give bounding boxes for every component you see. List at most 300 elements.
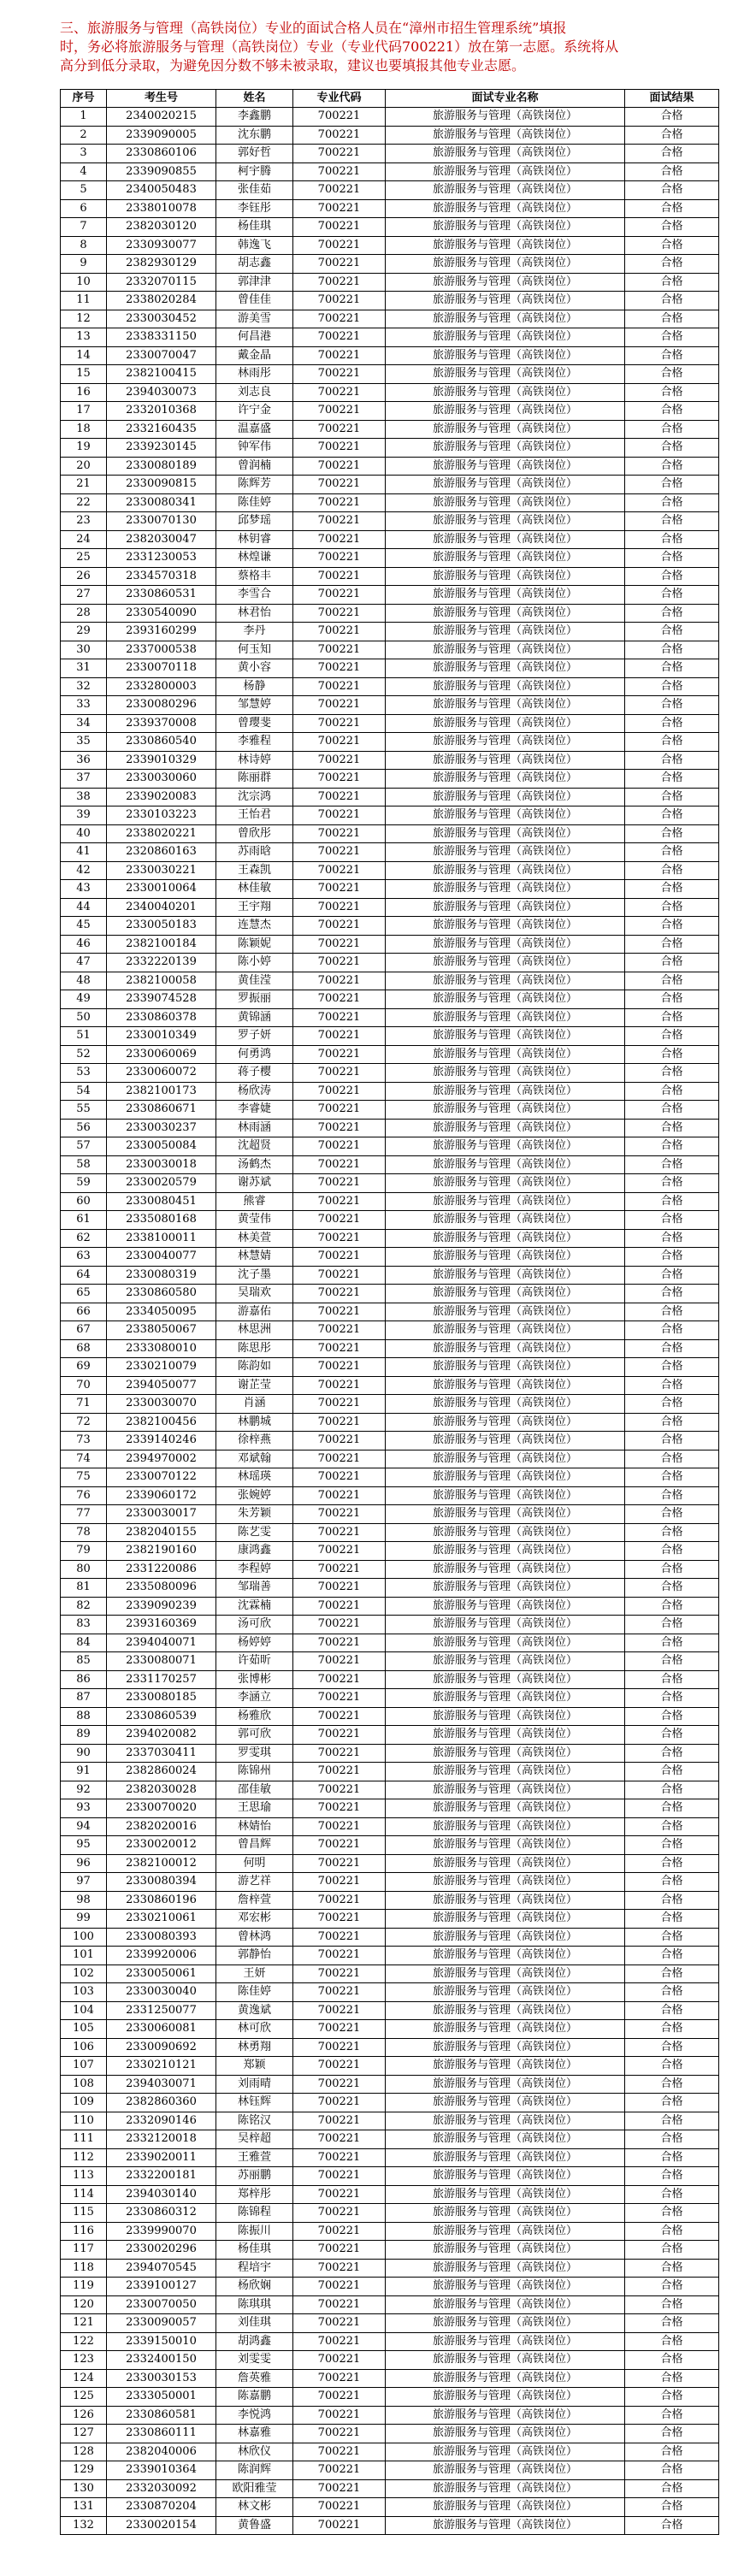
table-row — [61, 1616, 719, 1634]
table-row — [61, 2314, 719, 2333]
cell-result: 合格 — [625, 1082, 719, 1101]
cell-result: 合格 — [625, 861, 719, 880]
cell-exam-number: 2331220086 — [107, 1560, 216, 1579]
cell-index: 8 — [61, 236, 107, 255]
cell-major-code: 700221 — [293, 677, 386, 696]
table-row — [61, 2351, 719, 2370]
cell-index: 119 — [61, 2278, 107, 2296]
cell-name: 林煌谦 — [216, 549, 293, 568]
cell-name: 李钰彤 — [216, 199, 293, 218]
cell-exam-number: 2330040077 — [107, 1248, 216, 1267]
cell-name: 郭津津 — [216, 273, 293, 292]
cell-major-name: 旅游服务与管理（高铁岗位） — [386, 2148, 625, 2167]
table-row — [61, 218, 719, 237]
cell-major-code: 700221 — [293, 1910, 386, 1929]
cell-result: 合格 — [625, 641, 719, 659]
cell-name: 何明 — [216, 1854, 293, 1873]
cell-major-code: 700221 — [293, 402, 386, 421]
cell-major-code: 700221 — [293, 236, 386, 255]
cell-result: 合格 — [625, 1266, 719, 1285]
cell-major-code: 700221 — [293, 1523, 386, 1542]
cell-major-name: 旅游服务与管理（高铁岗位） — [386, 1008, 625, 1027]
cell-name: 曾润楠 — [216, 457, 293, 476]
cell-major-code: 700221 — [293, 641, 386, 659]
cell-major-code: 700221 — [293, 1376, 386, 1395]
table-row — [61, 1964, 719, 1983]
cell-major-name: 旅游服务与管理（高铁岗位） — [386, 1174, 625, 1193]
cell-exam-number: 2340040201 — [107, 898, 216, 917]
cell-major-name: 旅游服务与管理（高铁岗位） — [386, 512, 625, 531]
cell-index: 123 — [61, 2351, 107, 2370]
cell-index: 24 — [61, 530, 107, 549]
cell-major-name: 旅游服务与管理（高铁岗位） — [386, 1101, 625, 1120]
notice-line: 三、旅游服务与管理（高铁岗位）专业的面试合格人员在“漳州市招生管理系统”填报 — [60, 20, 567, 36]
cell-major-code: 700221 — [293, 1137, 386, 1156]
cell-result: 合格 — [625, 2094, 719, 2112]
cell-name: 林雨彤 — [216, 365, 293, 384]
cell-major-code: 700221 — [293, 292, 386, 310]
cell-major-name: 旅游服务与管理（高铁岗位） — [386, 586, 625, 605]
table-row — [61, 1266, 719, 1285]
cell-index: 103 — [61, 1983, 107, 2002]
cell-result: 合格 — [625, 2443, 719, 2461]
cell-major-code: 700221 — [293, 2498, 386, 2517]
cell-result: 合格 — [625, 162, 719, 181]
table-row — [61, 2443, 719, 2461]
cell-name: 钟军伟 — [216, 439, 293, 458]
cell-exam-number: 2339060172 — [107, 1486, 216, 1505]
cell-major-code: 700221 — [293, 1027, 386, 1046]
cell-index: 86 — [61, 1670, 107, 1689]
cell-name: 吴瑞欢 — [216, 1285, 293, 1303]
table-row — [61, 1321, 719, 1340]
cell-major-name: 旅游服务与管理（高铁岗位） — [386, 1192, 625, 1211]
table-row — [61, 1008, 719, 1027]
cell-major-name: 旅游服务与管理（高铁岗位） — [386, 1266, 625, 1285]
cell-major-name: 旅游服务与管理（高铁岗位） — [386, 1413, 625, 1432]
cell-major-code: 700221 — [293, 1339, 386, 1358]
cell-major-code: 700221 — [293, 843, 386, 862]
cell-name: 徐梓燕 — [216, 1432, 293, 1450]
cell-index: 55 — [61, 1101, 107, 1120]
cell-result: 合格 — [625, 218, 719, 237]
cell-name: 陈丽群 — [216, 770, 293, 789]
cell-major-name: 旅游服务与管理（高铁岗位） — [386, 2075, 625, 2094]
cell-major-name: 旅游服务与管理（高铁岗位） — [386, 292, 625, 310]
cell-result: 合格 — [625, 1358, 719, 1377]
cell-major-name: 旅游服务与管理（高铁岗位） — [386, 1836, 625, 1855]
cell-result: 合格 — [625, 1597, 719, 1616]
cell-name: 邵佳敏 — [216, 1781, 293, 1799]
cell-index: 110 — [61, 2112, 107, 2130]
cell-exam-number: 2330080341 — [107, 493, 216, 512]
cell-major-code: 700221 — [293, 1799, 386, 1818]
cell-name: 柯宇腾 — [216, 162, 293, 181]
cell-major-code: 700221 — [293, 586, 386, 605]
table-row — [61, 677, 719, 696]
cell-index: 88 — [61, 1707, 107, 1726]
cell-result: 合格 — [625, 2222, 719, 2241]
cell-index: 109 — [61, 2094, 107, 2112]
cell-exam-number: 2340050483 — [107, 181, 216, 200]
cell-major-code: 700221 — [293, 255, 386, 274]
table-row — [61, 1395, 719, 1414]
cell-exam-number: 2337000538 — [107, 641, 216, 659]
cell-exam-number: 2330060081 — [107, 2020, 216, 2039]
table-row — [61, 493, 719, 512]
table-row — [61, 1652, 719, 1671]
cell-name: 杨佳琪 — [216, 2241, 293, 2260]
cell-name: 曾佳佳 — [216, 292, 293, 310]
cell-result: 合格 — [625, 1873, 719, 1892]
cell-major-name: 旅游服务与管理（高铁岗位） — [386, 1119, 625, 1137]
cell-major-name: 旅游服务与管理（高铁岗位） — [386, 1486, 625, 1505]
cell-major-name: 旅游服务与管理（高铁岗位） — [386, 145, 625, 163]
table-row — [61, 2038, 719, 2057]
cell-result: 合格 — [625, 843, 719, 862]
cell-result: 合格 — [625, 2406, 719, 2425]
cell-result: 合格 — [625, 145, 719, 163]
cell-index: 106 — [61, 2038, 107, 2057]
cell-name: 王宇翔 — [216, 898, 293, 917]
notice-line: 时，务必将旅游服务与管理（高铁岗位）专业（专业代码700221）放在第一志愿。系统将从 — [60, 38, 619, 55]
cell-result: 合格 — [625, 1910, 719, 1929]
cell-index: 60 — [61, 1192, 107, 1211]
cell-result: 合格 — [625, 1008, 719, 1027]
cell-index: 28 — [61, 604, 107, 623]
cell-exam-number: 2382100058 — [107, 972, 216, 990]
cell-major-name: 旅游服务与管理（高铁岗位） — [386, 1027, 625, 1046]
cell-index: 124 — [61, 2369, 107, 2388]
cell-major-code: 700221 — [293, 623, 386, 641]
cell-index: 46 — [61, 935, 107, 954]
cell-major-code: 700221 — [293, 954, 386, 972]
cell-major-name: 旅游服务与管理（高铁岗位） — [386, 1211, 625, 1230]
table-row — [61, 751, 719, 770]
cell-result: 合格 — [625, 1836, 719, 1855]
cell-index: 116 — [61, 2222, 107, 2241]
cell-result: 合格 — [625, 567, 719, 586]
cell-result: 合格 — [625, 2057, 719, 2076]
cell-result: 合格 — [625, 1983, 719, 2002]
cell-major-code: 700221 — [293, 2038, 386, 2057]
cell-major-code: 700221 — [293, 1836, 386, 1855]
table-row — [61, 1891, 719, 1910]
cell-index: 36 — [61, 751, 107, 770]
cell-index: 16 — [61, 383, 107, 402]
cell-exam-number: 2335080096 — [107, 1579, 216, 1598]
table-row — [61, 549, 719, 568]
cell-index: 20 — [61, 457, 107, 476]
cell-exam-number: 2332220139 — [107, 954, 216, 972]
cell-index: 85 — [61, 1652, 107, 1671]
cell-result: 合格 — [625, 365, 719, 384]
cell-result: 合格 — [625, 2075, 719, 2094]
table-row — [61, 1027, 719, 1046]
cell-major-code: 700221 — [293, 530, 386, 549]
cell-name: 李悦鸿 — [216, 2406, 293, 2425]
cell-major-code: 700221 — [293, 2148, 386, 2167]
table-row — [61, 1910, 719, 1929]
cell-exam-number: 2339010329 — [107, 751, 216, 770]
cell-result: 合格 — [625, 1652, 719, 1671]
cell-major-code: 700221 — [293, 2332, 386, 2351]
cell-index: 67 — [61, 1321, 107, 1340]
cell-name: 林诗婷 — [216, 751, 293, 770]
cell-exam-number: 2330860196 — [107, 1891, 216, 1910]
cell-major-name: 旅游服务与管理（高铁岗位） — [386, 439, 625, 458]
cell-name: 杨静 — [216, 677, 293, 696]
table-row — [61, 2332, 719, 2351]
table-row — [61, 1358, 719, 1377]
cell-result: 合格 — [625, 1634, 719, 1652]
cell-major-name: 旅游服务与管理（高铁岗位） — [386, 1468, 625, 1487]
cell-index: 30 — [61, 641, 107, 659]
cell-exam-number: 2332070115 — [107, 273, 216, 292]
cell-major-code: 700221 — [293, 1229, 386, 1248]
cell-index: 70 — [61, 1376, 107, 1395]
cell-exam-number: 2333050001 — [107, 2388, 216, 2407]
cell-index: 122 — [61, 2332, 107, 2351]
cell-name: 邓斌翰 — [216, 1450, 293, 1468]
cell-exam-number: 2394050077 — [107, 1376, 216, 1395]
cell-major-code: 700221 — [293, 1008, 386, 1027]
cell-exam-number: 2330030018 — [107, 1155, 216, 1174]
cell-major-code: 700221 — [293, 1119, 386, 1137]
cell-exam-number: 2338050067 — [107, 1321, 216, 1340]
cell-result: 合格 — [625, 586, 719, 605]
table-row — [61, 1707, 719, 1726]
cell-major-name: 旅游服务与管理（高铁岗位） — [386, 1670, 625, 1689]
cell-major-name: 旅游服务与管理（高铁岗位） — [386, 1799, 625, 1818]
cell-exam-number: 2330103223 — [107, 806, 216, 825]
cell-exam-number: 2394020082 — [107, 1726, 216, 1745]
cell-exam-number: 2331170257 — [107, 1670, 216, 1689]
cell-name: 游艺祥 — [216, 1873, 293, 1892]
cell-exam-number: 2332030092 — [107, 2479, 216, 2498]
cell-major-name: 旅游服务与管理（高铁岗位） — [386, 2332, 625, 2351]
header-row — [61, 90, 719, 108]
table-row — [61, 1726, 719, 1745]
table-row — [61, 1211, 719, 1230]
cell-major-name: 旅游服务与管理（高铁岗位） — [386, 1432, 625, 1450]
cell-major-code: 700221 — [293, 751, 386, 770]
cell-major-code: 700221 — [293, 1744, 386, 1763]
cell-index: 81 — [61, 1579, 107, 1598]
cell-result: 合格 — [625, 2351, 719, 2370]
cell-index: 84 — [61, 1634, 107, 1652]
cell-name: 林文彬 — [216, 2498, 293, 2517]
cell-major-name: 旅游服务与管理（高铁岗位） — [386, 917, 625, 936]
cell-index: 39 — [61, 806, 107, 825]
cell-index: 125 — [61, 2388, 107, 2407]
cell-major-name: 旅游服务与管理（高铁岗位） — [386, 2204, 625, 2223]
cell-index: 14 — [61, 346, 107, 365]
cell-major-name: 旅游服务与管理（高铁岗位） — [386, 199, 625, 218]
cell-major-name: 旅游服务与管理（高铁岗位） — [386, 2241, 625, 2260]
cell-major-code: 700221 — [293, 2075, 386, 2094]
cell-name: 邱梦瑶 — [216, 512, 293, 531]
cell-index: 111 — [61, 2130, 107, 2149]
cell-name: 罗振丽 — [216, 990, 293, 1009]
table-row — [61, 2259, 719, 2278]
cell-major-name: 旅游服务与管理（高铁岗位） — [386, 2461, 625, 2480]
cell-result: 合格 — [625, 1505, 719, 1524]
table-row — [61, 2204, 719, 2223]
cell-index: 2 — [61, 126, 107, 145]
cell-major-code: 700221 — [293, 2259, 386, 2278]
cell-exam-number: 2382020016 — [107, 1817, 216, 1836]
cell-major-code: 700221 — [293, 1891, 386, 1910]
cell-name: 邹慧婷 — [216, 696, 293, 715]
cell-result: 合格 — [625, 1817, 719, 1836]
cell-major-code: 700221 — [293, 1707, 386, 1726]
cell-result: 合格 — [625, 2020, 719, 2039]
table-row — [61, 714, 719, 733]
cell-exam-number: 2332160435 — [107, 420, 216, 439]
cell-result: 合格 — [625, 1560, 719, 1579]
table-row — [61, 328, 719, 347]
cell-result: 合格 — [625, 2167, 719, 2186]
cell-exam-number: 2394030140 — [107, 2185, 216, 2204]
table-row — [61, 108, 719, 127]
cell-major-name: 旅游服务与管理（高铁岗位） — [386, 1964, 625, 1983]
cell-exam-number: 2330860312 — [107, 2204, 216, 2223]
cell-major-code: 700221 — [293, 2388, 386, 2407]
table-row — [61, 990, 719, 1009]
cell-major-name: 旅游服务与管理（高铁岗位） — [386, 641, 625, 659]
cell-exam-number: 2334050095 — [107, 1303, 216, 1321]
cell-major-name: 旅游服务与管理（高铁岗位） — [386, 2369, 625, 2388]
cell-index: 12 — [61, 310, 107, 328]
cell-result: 合格 — [625, 346, 719, 365]
table-row — [61, 770, 719, 789]
cell-name: 何勇鸿 — [216, 1045, 293, 1064]
cell-index: 99 — [61, 1910, 107, 1929]
cell-name: 韩逸飞 — [216, 236, 293, 255]
cell-major-code: 700221 — [293, 2204, 386, 2223]
cell-name: 汤可欣 — [216, 1616, 293, 1634]
table-row — [61, 1339, 719, 1358]
table-row — [61, 162, 719, 181]
cell-exam-number: 2382100173 — [107, 1082, 216, 1101]
cell-major-name: 旅游服务与管理（高铁岗位） — [386, 1285, 625, 1303]
cell-name: 詹梓萱 — [216, 1891, 293, 1910]
cell-major-name: 旅游服务与管理（高铁岗位） — [386, 1376, 625, 1395]
cell-major-name: 旅游服务与管理（高铁岗位） — [386, 604, 625, 623]
cell-index: 47 — [61, 954, 107, 972]
cell-index: 31 — [61, 659, 107, 678]
cell-exam-number: 2330860111 — [107, 2425, 216, 2443]
cell-name: 何玉知 — [216, 641, 293, 659]
cell-index: 19 — [61, 439, 107, 458]
table-row — [61, 1928, 719, 1947]
table-row — [61, 2498, 719, 2517]
cell-index: 91 — [61, 1763, 107, 1781]
cell-result: 合格 — [625, 1450, 719, 1468]
cell-index: 118 — [61, 2259, 107, 2278]
cell-name: 林钥睿 — [216, 530, 293, 549]
cell-major-code: 700221 — [293, 1947, 386, 1965]
table-row — [61, 1873, 719, 1892]
cell-major-code: 700221 — [293, 2057, 386, 2076]
cell-major-name: 旅游服务与管理（高铁岗位） — [386, 935, 625, 954]
cell-exam-number: 2330070050 — [107, 2295, 216, 2314]
cell-index: 112 — [61, 2148, 107, 2167]
table-row — [61, 2295, 719, 2314]
table-row — [61, 1064, 719, 1083]
cell-major-name: 旅游服务与管理（高铁岗位） — [386, 1763, 625, 1781]
cell-name: 蒋子樱 — [216, 1064, 293, 1083]
cell-name: 陈铭汉 — [216, 2112, 293, 2130]
cell-index: 51 — [61, 1027, 107, 1046]
table-row — [61, 1285, 719, 1303]
cell-result: 合格 — [625, 1101, 719, 1120]
table-row — [61, 2057, 719, 2076]
cell-result: 合格 — [625, 457, 719, 476]
cell-name: 蔡格丰 — [216, 567, 293, 586]
cell-result: 合格 — [625, 935, 719, 954]
cell-result: 合格 — [625, 714, 719, 733]
cell-index: 82 — [61, 1597, 107, 1616]
table-row — [61, 1799, 719, 1818]
cell-name: 陈佳婷 — [216, 1983, 293, 2002]
cell-name: 郭可欣 — [216, 1726, 293, 1745]
cell-result: 合格 — [625, 2498, 719, 2517]
table-row — [61, 1854, 719, 1873]
cell-major-code: 700221 — [293, 2001, 386, 2020]
cell-exam-number: 2330010064 — [107, 880, 216, 899]
cell-major-name: 旅游服务与管理（高铁岗位） — [386, 1744, 625, 1763]
cell-major-code: 700221 — [293, 1321, 386, 1340]
cell-major-name: 旅游服务与管理（高铁岗位） — [386, 255, 625, 274]
cell-name: 陈佳婷 — [216, 493, 293, 512]
table-row — [61, 512, 719, 531]
cell-result: 合格 — [625, 2259, 719, 2278]
cell-name: 沈超贤 — [216, 1137, 293, 1156]
cell-result: 合格 — [625, 549, 719, 568]
cell-index: 50 — [61, 1008, 107, 1027]
table-row — [61, 2479, 719, 2498]
cell-major-code: 700221 — [293, 1192, 386, 1211]
cell-index: 52 — [61, 1045, 107, 1064]
cell-result: 合格 — [625, 2241, 719, 2260]
cell-result: 合格 — [625, 2314, 719, 2333]
cell-result: 合格 — [625, 108, 719, 127]
cell-result: 合格 — [625, 2112, 719, 2130]
cell-result: 合格 — [625, 126, 719, 145]
cell-result: 合格 — [625, 236, 719, 255]
cell-major-code: 700221 — [293, 1726, 386, 1745]
cell-major-name: 旅游服务与管理（高铁岗位） — [386, 1726, 625, 1745]
table-row — [61, 917, 719, 936]
cell-exam-number: 2394040071 — [107, 1634, 216, 1652]
cell-index: 56 — [61, 1119, 107, 1137]
cell-major-code: 700221 — [293, 383, 386, 402]
cell-index: 132 — [61, 2516, 107, 2535]
cell-exam-number: 2382100184 — [107, 935, 216, 954]
cell-exam-number: 2330860531 — [107, 586, 216, 605]
cell-major-code: 700221 — [293, 1616, 386, 1634]
table-row — [61, 2425, 719, 2443]
cell-result: 合格 — [625, 1339, 719, 1358]
table-row — [61, 1468, 719, 1487]
cell-result: 合格 — [625, 420, 719, 439]
cell-exam-number: 2330030040 — [107, 1983, 216, 2002]
cell-major-code: 700221 — [293, 365, 386, 384]
cell-name: 陈润辉 — [216, 2461, 293, 2480]
cell-major-code: 700221 — [293, 2516, 386, 2535]
